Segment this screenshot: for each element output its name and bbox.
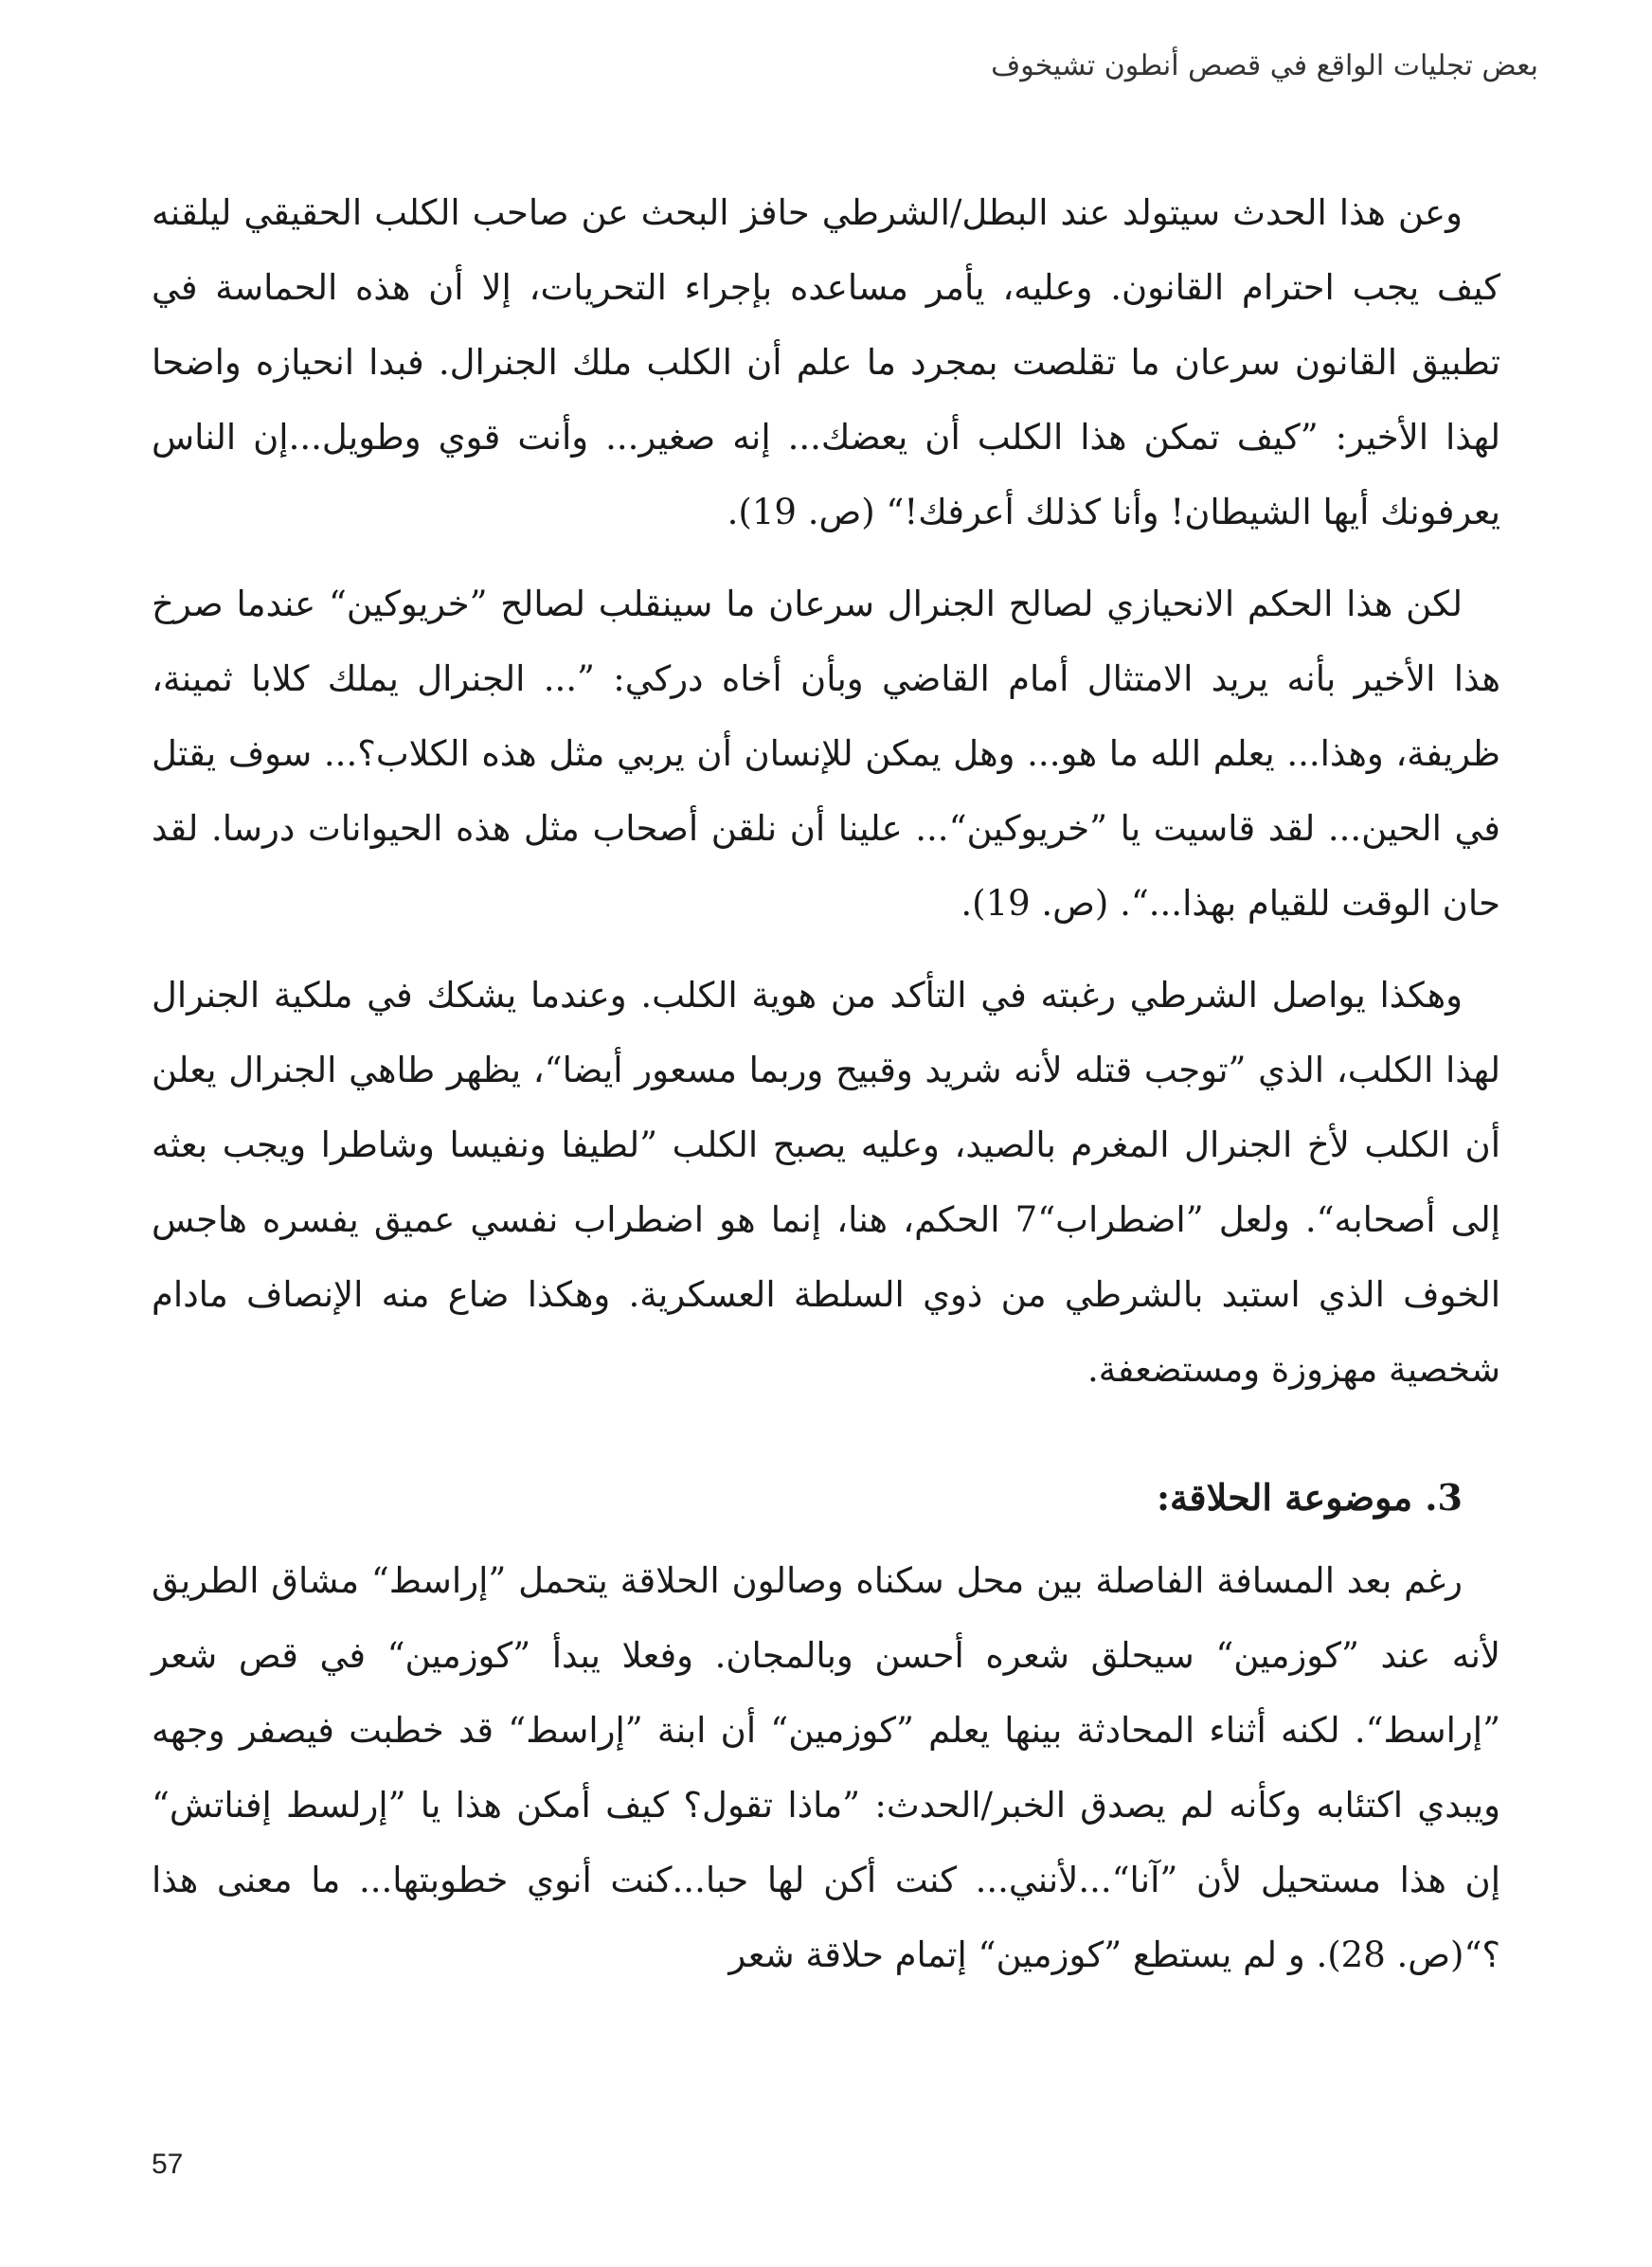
section-paragraph: رغم بعد المسافة الفاصلة بين محل سكناه وصالون الحلاقة يتحمل ”إراسط“ مشاق الطريق لأنه عند ”كوزمين“ سيحلق شعره أحسن وبالمجان. وفعلا يبدأ ”كوزمين“ في قص شعر ”إراسط“. لكنه أثناء المحادثة بينها يعلم ”كوزمين“ أن ابنة ”إراسط“ قد خطبت فيصفر وجهه ويبدي اكتئابه وكأنه لم يصدق الخبر/الحدث: ”ماذا تقول؟ كيف أمكن هذا يا ”إرلسط إفناتش“ إن هذا مستحيل لأن ”آنا“...لأنني... كنت أكن لها حبا...كنت أنوي خطوبتها... ما معنى هذا ؟“(ص. 28). و لم يستطع ”كوزمين“ إتمام حلاقة شعر [152,1560,1500,1975]
paragraph-3: وهكذا يواصل الشرطي رغبته في التأكد من هوية الكلب. وعندما يشكك في ملكية الجنرال لهذا الكلب، الذي ”توجب قتله لأنه شريد وقبيح وربما مسعور أيضا“، يظهر طاهي الجنرال يعلن أن الكلب لأخ الجنرال المغرم بالصيد، وعليه يصبح الكلب ”لطيفا ونفيسا وشاطرا ويجب بعثه إلى أصحابه“. ولعل ”اضطراب“7 الحكم، هنا، إنما هو اضطراب نفسي عميق يفسره هاجس الخوف الذي استبد بالشرطي من ذوي السلطة العسكرية. وهكذا ضاع منه الإنصاف مادام شخصية مهزوزة ومستضعفة. [152,975,1500,1390]
paragraph-1: وعن هذا الحدث سيتولد عند البطل/الشرطي حافز البحث عن صاحب الكلب الحقيقي ليلقنه كيف يجب احترام القانون. وعليه، يأمر مساعده بإجراء التحريات، إلا أن هذه الحماسة في تطبيق القانون سرعان ما تقلصت بمجرد ما علم أن الكلب ملك الجنرال. فبدا انحيازه واضحا لهذا الأخير: ”كيف تمكن هذا الكلب أن يعضك... إنه صغير... وأنت قوي وطويل...إن الناس يعرفونك أيها الشيطان! وأنا كذلك أعرفك!“ (ص. 19). [152,192,1500,532]
paragraph-2: لكن هذا الحكم الانحيازي لصالح الجنرال سرعان ما سينقلب لصالح ”خريوكين“ عندما صرخ هذا الأخير بأنه يريد الامتثال أمام القاضي وبأن أخاه دركي: ”... الجنرال يملك كلابا ثمينة، ظريفة، وهذا... يعلم الله ما هو... وهل يمكن للإنسان أن يربي مثل هذه الكلاب؟... سوف يقتل في الحين... لقد قاسيت يا ”خريوكين“... علينا أن نلقن أصحاب مثل هذه الحيوانات درسا. لقد حان الوقت للقيام بهذا...“. (ص. 19). [152,584,1500,924]
body-text [152,175,1500,2009]
running-header: بعض تجليات الواقع في قصص أنطون تشيخوف [991,49,1538,82]
page-number: 57 [152,2149,184,2180]
section-heading: 3. موضوعة الحلاقة: [1157,1476,1463,1519]
